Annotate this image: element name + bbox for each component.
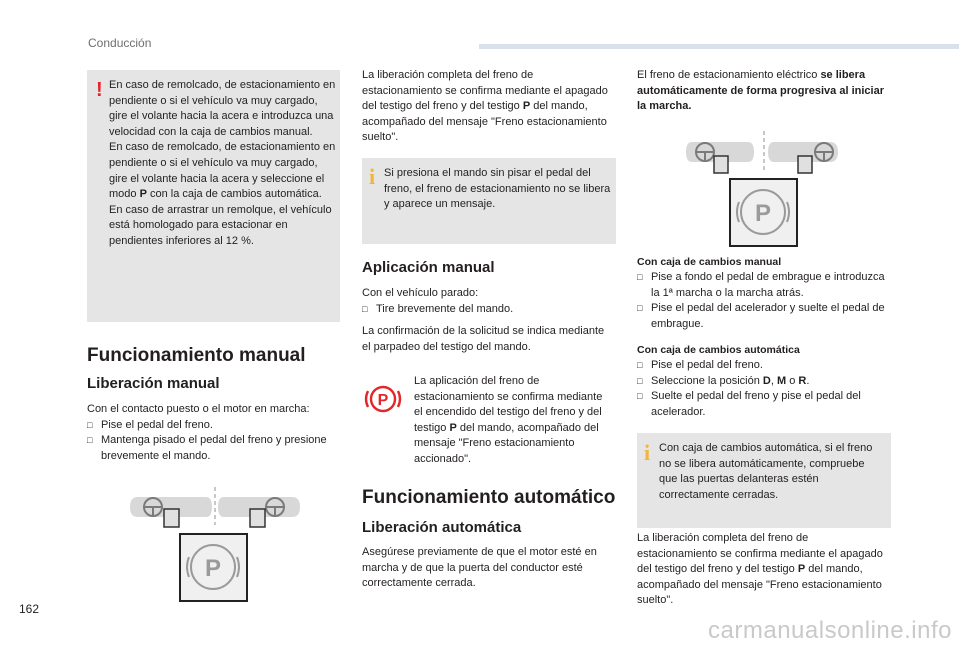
info-text: Con caja de cambios automática, si el freno no se libera automáticamente, compruebe que las puertas delanteras estén correctamente cerradas. bbox=[659, 442, 873, 501]
subheading-manual-release: Liberación manual bbox=[87, 375, 220, 392]
list-item: □ Suelte el pedal del freno y pise el pedal del acelerador. bbox=[637, 389, 892, 420]
subheading-auto-release: Liberación automática bbox=[362, 519, 522, 536]
section-title: Conducción bbox=[88, 36, 152, 50]
info-icon: i bbox=[369, 164, 376, 189]
manual-apply-text: Con el vehículo parado: □ Tire brevemente del mando. bbox=[362, 286, 612, 317]
warning-icon: ! bbox=[96, 79, 103, 101]
warning-paragraph: En caso de remolcado, de estacionamiento en pendiente o si el vehículo va muy cargado, gire el volante hacia la acera y seleccione el modo P con la caja de cambios automática. bbox=[109, 141, 336, 201]
page-number: 162 bbox=[19, 602, 40, 616]
warning-text bbox=[109, 78, 337, 250]
manual-gearbox-steps bbox=[637, 270, 892, 332]
info-box bbox=[637, 433, 891, 528]
apply-warning-text: La aplicación del freno de estacionamiento se confirma mediante el encendido del testigo del freno y del testigo P del mando, acompañado del mensaje "Freno estacionamiento accionado". bbox=[414, 375, 603, 465]
svg-text:P: P bbox=[377, 392, 389, 409]
warning-paragraph: En caso de remolcado, de estacionamiento en pendiente o si el vehículo va muy cargado, gire el volante hacia la acera e introduzca una velocidad con la caja de cambios manual. bbox=[109, 79, 336, 138]
brake-release-illustration bbox=[120, 485, 310, 605]
header-bar bbox=[479, 44, 959, 49]
manual-release-text: Con el contacto puesto o el motor en marcha: □ Pise el pedal del freno. □ Mantenga pisado el pedal del freno y presione brevemente el mando. bbox=[87, 402, 342, 464]
auto-intro-text: El freno de estacionamiento eléctrico se libera automáticamente de forma progresiva al iniciar la marcha. bbox=[637, 69, 884, 113]
manual-gearbox-title: Con caja de cambios manual bbox=[637, 256, 782, 268]
park-warning-icon bbox=[363, 382, 403, 416]
warning-paragraph: En caso de arrastrar un remolque, el vehículo está homologado para estacionar en pendientes inferiores al 12 %. bbox=[109, 203, 332, 247]
heading-automatic: Funcionamiento automático bbox=[362, 487, 616, 508]
info-text: Si presiona el mando sin pisar el pedal del freno, el freno de estacionamiento no se libera y aparece un mensaje. bbox=[384, 167, 611, 211]
list-item: □ Seleccione la posición D, M o R. bbox=[637, 374, 892, 390]
info-box bbox=[362, 158, 616, 244]
brake-auto-illustration bbox=[678, 128, 848, 248]
park-icon: P bbox=[754, 200, 772, 227]
list-item: □ Tire brevemente del mando. bbox=[362, 302, 612, 318]
list-item: □ Pise a fondo el pedal de embrague e introduzca la 1ª marcha o la marcha atrás. bbox=[637, 270, 892, 301]
heading-manual: Funcionamiento manual bbox=[87, 345, 306, 366]
info-icon: i bbox=[644, 440, 651, 465]
apply-confirm-text: La confirmación de la solicitud se indica mediante el parpadeo del testigo del mando. bbox=[362, 325, 605, 353]
subheading-manual-apply: Aplicación manual bbox=[362, 259, 495, 276]
park-icon: P bbox=[204, 555, 222, 582]
auto-gearbox-steps bbox=[637, 358, 892, 420]
final-release-text: La liberación completa del freno de estacionamiento se confirma mediante el apagado del testigo del freno y del testigo P del mando, acompañado del mensaje "Freno estacionamiento suelto". bbox=[637, 532, 883, 607]
list-item: □ Mantenga pisado el pedal del freno y presione brevemente el mando. bbox=[87, 433, 342, 464]
list-item: □ Pise el pedal del freno. bbox=[637, 358, 892, 374]
list-item: □ Pise el pedal del freno. bbox=[87, 418, 342, 434]
auto-release-text: Asegúrese previamente de que el motor esté en marcha y de que la puerta del conductor esté correctamente cerrada. bbox=[362, 546, 597, 590]
list-item: □ Pise el pedal del acelerador y suelte el pedal de embrague. bbox=[637, 301, 892, 332]
warning-box bbox=[87, 70, 340, 322]
watermark: carmanualsonline.info bbox=[708, 617, 952, 644]
release-confirm-text: La liberación completa del freno de estacionamiento se confirma mediante el apagado del testigo del freno y del testigo P del mando, acompañado del mensaje "Freno estacionamiento suelto". bbox=[362, 69, 608, 144]
auto-gearbox-title: Con caja de cambios automática bbox=[637, 344, 800, 356]
